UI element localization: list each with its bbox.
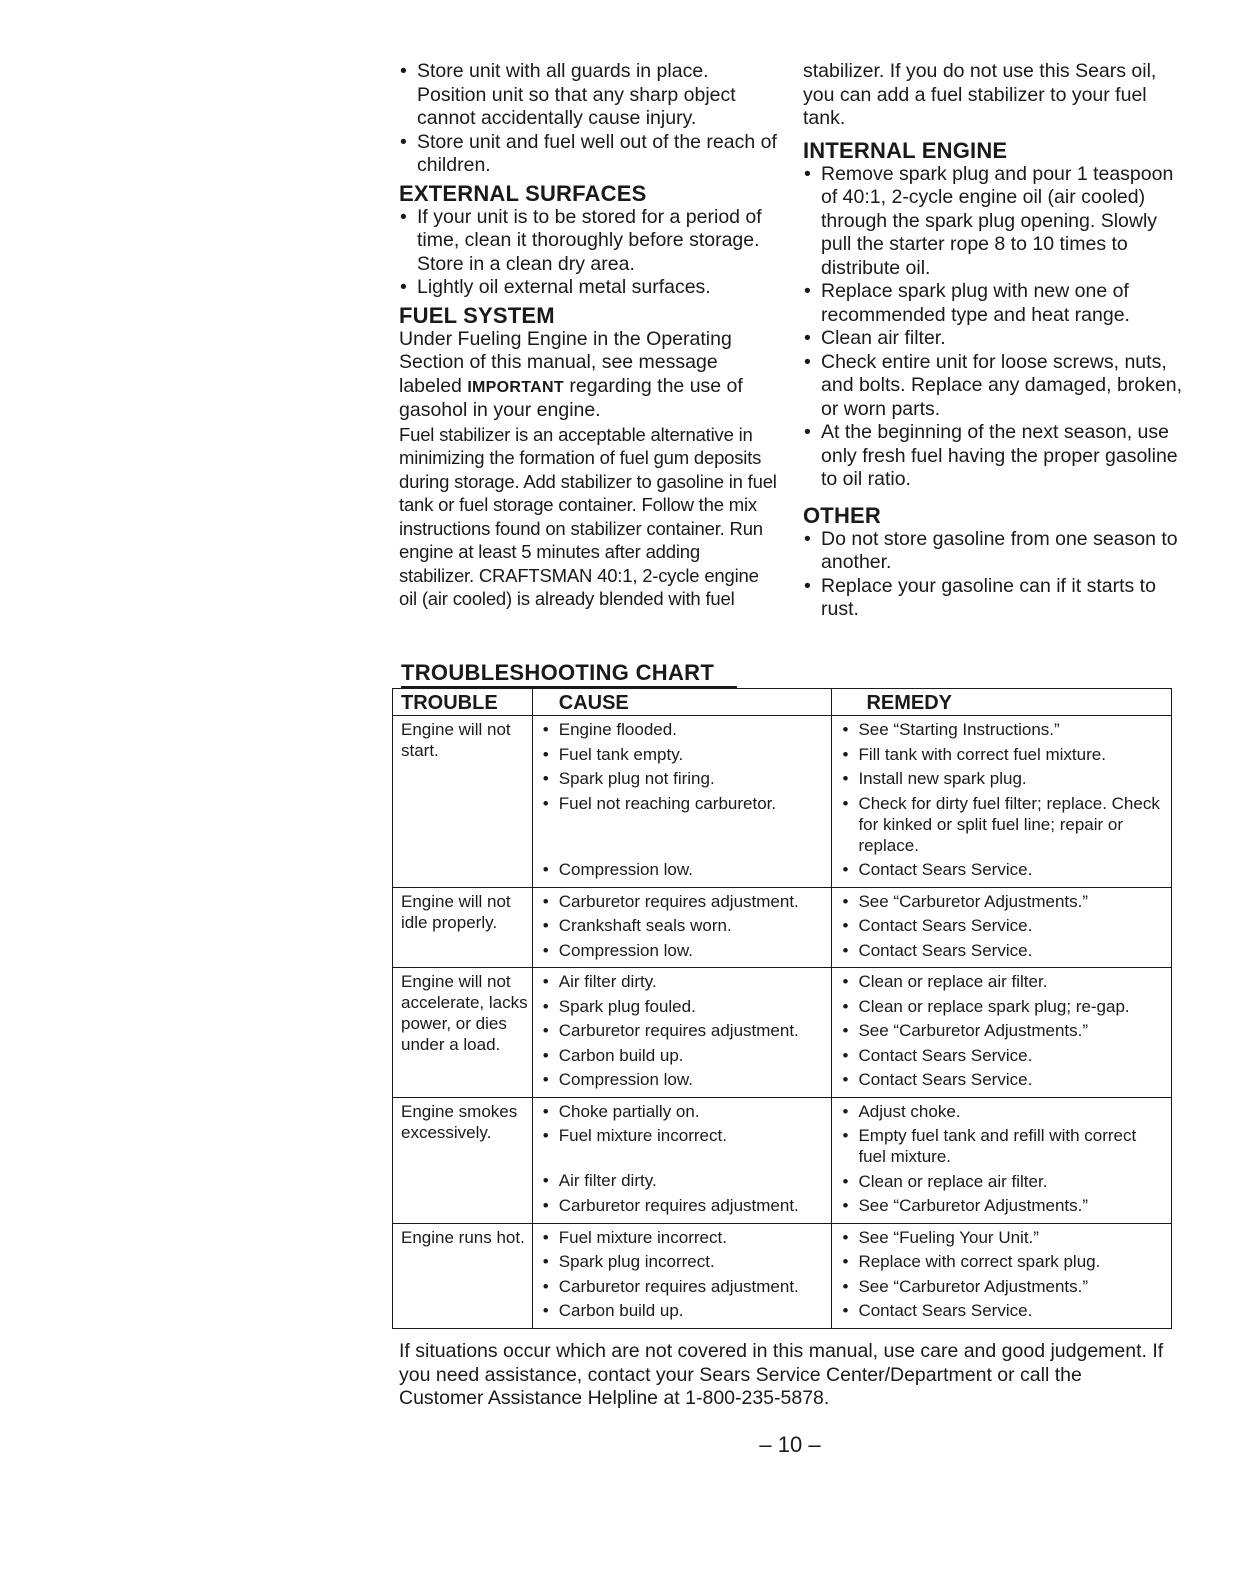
cause-item: • Air filter dirty. (541, 1170, 828, 1191)
storage-bullets (399, 60, 777, 178)
page-number: – 10 – (759, 1432, 821, 1457)
cause-cell (532, 968, 832, 1098)
cause-item: • Fuel tank empty. (541, 744, 828, 765)
internal-engine-bullets (803, 163, 1183, 492)
internal-engine-bullet: • Remove spark plug and pour 1 teaspoon of 40:1, 2-cycle engine oil (air cooled) through the spark plug opening. Slowly pull the starter rope 8 to 10 times to distribute oil. (803, 163, 1183, 281)
cause-item: • Compression low. (541, 859, 828, 880)
cause-item: • Carburetor requires adjustment. (541, 1020, 828, 1041)
remedy-item: • Clean or replace air filter. (840, 971, 1167, 992)
remedy-item: • See “Starting Instructions.” (840, 719, 1167, 740)
other-bullet: • Replace your gasoline can if it starts to rust. (803, 575, 1183, 622)
fuel-system-heading: FUEL SYSTEM (399, 302, 555, 328)
remedy-item: • Clean or replace air filter. (840, 1171, 1167, 1192)
other-heading: OTHER (803, 502, 881, 528)
table-row (393, 968, 1172, 1098)
table-row (393, 1097, 1172, 1223)
continued-text: stabilizer. If you do not use this Sears oil, you can add a fuel stabilizer to your fuel tank. (803, 60, 1157, 129)
remedy-cell (832, 1223, 1172, 1328)
cause-item: • Compression low. (541, 1069, 828, 1090)
header-trouble: TROUBLE (393, 689, 533, 716)
table-row (393, 716, 1172, 888)
remedy-item: • Clean or replace spark plug; re-gap. (840, 996, 1167, 1017)
header-cause: CAUSE (532, 689, 832, 716)
important-label: IMPORTANT (467, 378, 564, 396)
external-surfaces-bullet: • Lightly oil external metal surfaces. (399, 276, 777, 300)
remedy-item: • See “Fueling Your Unit.” (840, 1227, 1167, 1248)
remedy-cell (832, 887, 1172, 968)
cause-cell (532, 887, 832, 968)
cause-item: • Crankshaft seals worn. (541, 915, 828, 936)
left-column (399, 60, 777, 611)
cause-cell (532, 1223, 832, 1328)
remedy-cell (832, 716, 1172, 888)
cause-item: • Compression low. (541, 940, 828, 961)
cause-item: • Fuel mixture incorrect. (541, 1125, 828, 1146)
external-surfaces-heading: EXTERNAL SURFACES (399, 180, 647, 206)
remedy-item: • See “Carburetor Adjustments.” (840, 891, 1167, 912)
internal-engine-bullet: • Check entire unit for loose screws, nuts, and bolts. Replace any damaged, broken, or worn parts. (803, 351, 1183, 422)
fuel-system-paragraph-2: Fuel stabilizer is an acceptable alternative in minimizing the formation of fuel gum deposits during storage. Add stabilizer to gasoline in fuel tank or fuel storage container. Follow the mix instructions found on stabilizer container. Run engine at least 5 minutes after adding stabilizer. CRAFTSMAN 40:1, 2-cycle engine oil (air cooled) is already blended with fuel (399, 423, 777, 609)
remedy-item: • Contact Sears Service. (840, 1045, 1167, 1066)
cause-item: • Spark plug incorrect. (541, 1251, 828, 1272)
trouble-cell: Engine runs hot. (393, 1223, 533, 1328)
cause-item: • Carbon build up. (541, 1300, 828, 1321)
remedy-item: • Contact Sears Service. (840, 1069, 1167, 1090)
fuel-system-paragraph-1 (399, 328, 777, 423)
cause-cell (532, 1097, 832, 1223)
trouble-cell: Engine smokes excessively. (393, 1097, 533, 1223)
remedy-item: • Replace with correct spark plug. (840, 1251, 1167, 1272)
remedy-item: • Fill tank with correct fuel mixture. (840, 744, 1167, 765)
remedy-cell (832, 968, 1172, 1098)
cause-item: • Fuel mixture incorrect. (541, 1227, 828, 1248)
cause-item: • Carburetor requires adjustment. (541, 891, 828, 912)
trouble-cell: Engine will not start. (393, 716, 533, 888)
troubleshooting-table (392, 688, 1172, 1329)
trouble-cell: Engine will not accelerate, lacks power, or dies under a load. (393, 968, 533, 1098)
other-bullet: • Do not store gasoline from one season to another. (803, 528, 1183, 575)
right-column (803, 60, 1183, 622)
table-row (393, 887, 1172, 968)
cause-item: • Carburetor requires adjustment. (541, 1276, 828, 1297)
storage-bullet: • Store unit with all guards in place. Position unit so that any sharp object cannot accidentally cause injury. (399, 60, 777, 131)
remedy-item: • Adjust choke. (840, 1101, 1167, 1122)
remedy-item: • Contact Sears Service. (840, 940, 1167, 961)
external-surfaces-bullet: • If your unit is to be stored for a period of time, clean it thoroughly before storage. Store in a clean dry area. (399, 206, 777, 277)
storage-bullet: • Store unit and fuel well out of the reach of children. (399, 131, 777, 178)
trouble-cell: Engine will not idle properly. (393, 887, 533, 968)
cause-item: • Spark plug fouled. (541, 996, 828, 1017)
external-surfaces-bullets (399, 206, 777, 300)
remedy-item: • Install new spark plug. (840, 768, 1167, 789)
remedy-item: • See “Carburetor Adjustments.” (840, 1195, 1167, 1216)
remedy-item: • See “Carburetor Adjustments.” (840, 1020, 1167, 1041)
cause-item: • Spark plug not firing. (541, 768, 828, 789)
table-header-row (393, 689, 1172, 716)
cause-item: • Air filter dirty. (541, 971, 828, 992)
cause-item: • Engine flooded. (541, 719, 828, 740)
internal-engine-bullet: • Replace spark plug with new one of recommended type and heat range. (803, 280, 1183, 327)
internal-engine-bullet: • At the beginning of the next season, use only fresh fuel having the proper gasoline to oil ratio. (803, 421, 1183, 492)
remedy-item: • See “Carburetor Adjustments.” (840, 1276, 1167, 1297)
internal-engine-heading: INTERNAL ENGINE (803, 137, 1008, 163)
remedy-item: • Contact Sears Service. (840, 1300, 1167, 1321)
remedy-item: • Contact Sears Service. (840, 859, 1167, 880)
remedy-item: • Contact Sears Service. (840, 915, 1167, 936)
troubleshooting-title: TROUBLESHOOTING CHART (401, 660, 737, 688)
cause-item: • Carbon build up. (541, 1045, 828, 1066)
remedy-item: • Check for dirty fuel filter; replace. Check for kinked or split fuel line; repair or replace. (840, 793, 1167, 856)
cause-cell (532, 716, 832, 888)
remedy-cell (832, 1097, 1172, 1223)
internal-engine-bullet: • Clean air filter. (803, 327, 1183, 351)
remedy-item: • Empty fuel tank and refill with correct fuel mixture. (840, 1125, 1167, 1167)
cause-item: • Carburetor requires adjustment. (541, 1195, 828, 1216)
cause-item: • Choke partially on. (541, 1101, 828, 1122)
fuel-para1-end: regarding the use of gasohol in your engine. (399, 374, 743, 421)
table-row (393, 1223, 1172, 1328)
other-bullets (803, 528, 1183, 622)
assistance-note: If situations occur which are not covered in this manual, use care and good judgement. If you need assistance, contact your Sears Service Center/Department or call the Customer Assistance Helpline at 1-800-235-5878. (399, 1340, 1164, 1409)
header-remedy: REMEDY (832, 689, 1172, 716)
fuel-para1-start: Under Fueling Engine in the Operating Section of this manual, see message labeled (399, 327, 732, 397)
cause-item: • Fuel not reaching carburetor. (541, 793, 828, 814)
